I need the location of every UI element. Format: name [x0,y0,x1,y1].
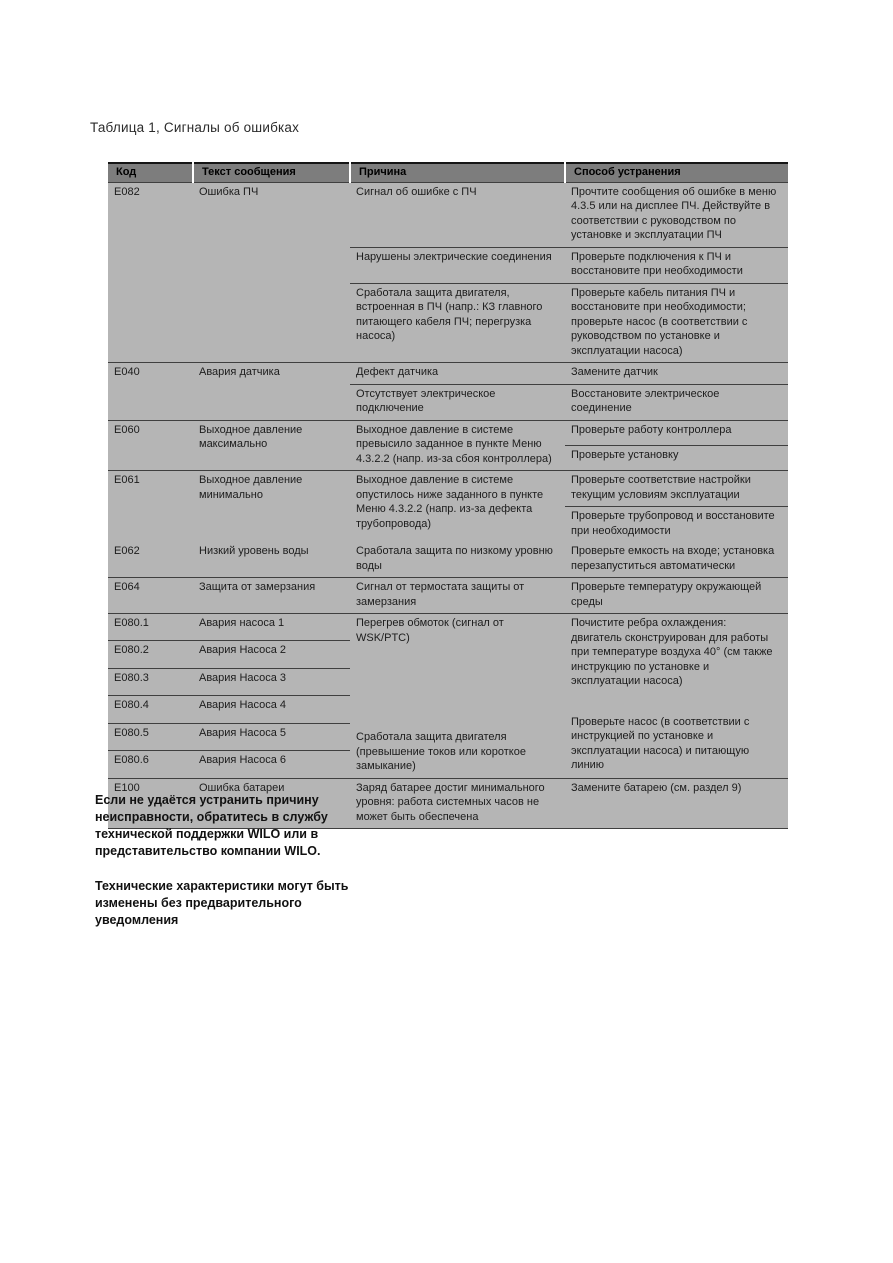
column-header: Код [108,163,193,182]
table-row [108,614,788,641]
error-table-container [108,162,788,829]
code-cell: E062 [108,542,193,578]
cause-cell: Дефект датчика [350,363,565,385]
message-cell: Авария Насоса 2 [193,641,350,668]
message-cell: Авария Насоса 4 [193,696,350,723]
column-header: Причина [350,163,565,182]
table-row [108,578,788,614]
cause-cell: Сигнал от термостата защиты от замерзания [350,578,565,614]
table-caption: Таблица 1, Сигналы об ошибках [90,120,300,135]
message-cell: Авария Насоса 3 [193,668,350,695]
code-cell: E061 [108,471,193,543]
cause-text: Сработала защита двигателя (превышение токов или короткое замыкание) [356,731,526,772]
remedy-cell: Проверьте трубопровод и восстановите при необходимости [565,507,788,543]
code-cell: E060 [108,420,193,471]
table-row [108,542,788,578]
table-row [108,471,788,507]
message-cell: Авария Насоса 6 [193,751,350,778]
remedy-cell: Проверьте установку [565,445,788,470]
code-cell: E064 [108,578,193,614]
remedy-cell: Замените батарею (см. раздел 9) [565,778,788,829]
code-cell: E100 [108,778,193,829]
code-cell: E080.2 [108,641,193,668]
remedy-cell: Проверьте температуру окружающей среды [565,578,788,614]
remedy-cell: Прочтите сообщения об ошибке в меню 4.3.5 или на дисплее ПЧ. Действуйте в соответствии с руководством по установке и эксплуатации ПЧ [565,182,788,247]
code-cell: E080.4 [108,696,193,723]
support-note: Если не удаётся устранить причину неисправности, обратитесь в службу технической поддержки WILO или в представительство компании WILO. [95,793,328,858]
remedy-text: Почистите ребра охлаждения: двигатель сконструирован для работы при температуре воздуха 40° (см также инструкцию по установке и эксплуатации насоса) [571,617,773,687]
remedy-cell [565,614,788,779]
disclaimer-note: Технические характеристики могут быть изменены без предварительного уведомления [95,879,349,927]
code-cell: E040 [108,363,193,421]
column-header: Способ устранения [565,163,788,182]
message-cell: Авария насоса 1 [193,614,350,641]
remedy-cell: Замените датчик [565,363,788,385]
table-row [108,182,788,247]
table-header [108,163,788,182]
remedy-cell: Проверьте кабель питания ПЧ и восстановите при необходимости; проверьте насос (в соответствии с руководством по установке и эксплуатации насоса) [565,283,788,363]
cause-cell: Сработала защита по низкому уровню воды [350,542,565,578]
cause-text: Перегрев обмоток (сигнал от WSK/PTC) [356,617,504,644]
cause-cell [350,614,565,779]
cause-cell: Заряд батарее достиг минимального уровня: работа системных часов не может быть обеспечена [350,778,565,829]
cause-cell: Отсутствует электрическое подключение [350,384,565,420]
remedy-cell: Проверьте подключения к ПЧ и восстановите при необходимости [565,247,788,283]
footer-notes [95,792,367,929]
code-cell: E080.5 [108,723,193,750]
error-signals-table [108,162,788,829]
message-cell: Ошибка батареи [193,778,350,829]
remedy-text: Проверьте насос (в соответствии с инструкцией по установке и эксплуатации насоса) и питающую линию [571,715,750,771]
message-cell: Низкий уровень воды [193,542,350,578]
remedy-cell: Восстановите электрическое соединение [565,384,788,420]
cause-cell: Выходное давление в системе превысило заданное в пункте Меню 4.3.2.2 (напр. из-за сбоя контроллера) [350,420,565,471]
code-cell: E080.6 [108,751,193,778]
message-cell: Выходное давление минимально [193,471,350,543]
cause-cell: Сработала защита двигателя, встроенная в ПЧ (напр.: КЗ главного питающего кабеля ПЧ; перегрузка насоса) [350,283,565,363]
table-row [108,420,788,445]
code-cell: E080.3 [108,668,193,695]
column-header: Текст сообщения [193,163,350,182]
message-cell: Ошибка ПЧ [193,182,350,363]
cause-cell: Нарушены электрические соединения [350,247,565,283]
message-cell: Защита от замерзания [193,578,350,614]
table-row [108,363,788,385]
remedy-cell: Проверьте емкость на входе; установка перезапуститься автоматически [565,542,788,578]
code-cell: E082 [108,182,193,363]
remedy-cell: Проверьте соответствие настройки текущим условиям эксплуатации [565,471,788,507]
message-cell: Выходное давление максимально [193,420,350,471]
cause-cell: Сигнал об ошибке с ПЧ [350,182,565,247]
message-cell: Авария Насоса 5 [193,723,350,750]
message-cell: Авария датчика [193,363,350,421]
remedy-cell: Проверьте работу контроллера [565,420,788,445]
cause-cell: Выходное давление в системе опустилось ниже заданного в пункте Меню 4.3.2.2 (напр. из-за дефекта трубопровода) [350,471,565,543]
code-cell: E080.1 [108,614,193,641]
